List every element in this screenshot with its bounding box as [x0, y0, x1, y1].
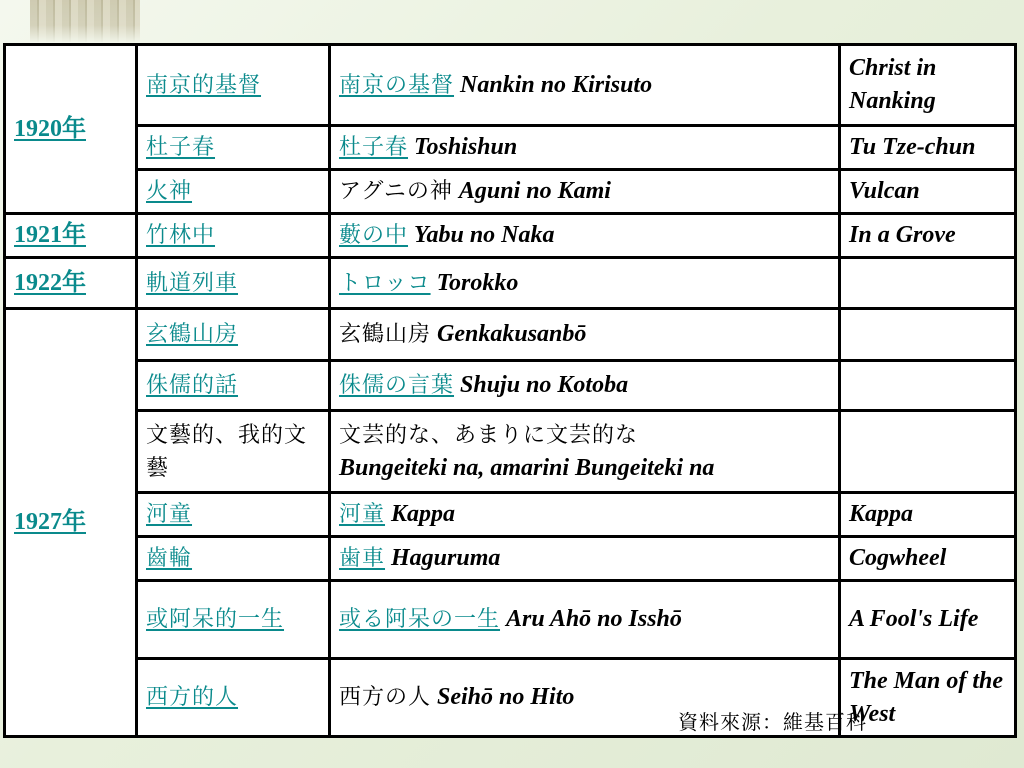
en-title-cell: In a Grove	[840, 214, 1016, 258]
year-link[interactable]: 1927年	[14, 509, 86, 535]
table-row	[5, 126, 1016, 170]
en-title-cell	[840, 309, 1016, 361]
zh-title-link[interactable]: 軌道列車	[146, 270, 239, 296]
ja-title-link[interactable]: 杜子春	[339, 135, 409, 160]
en-title-cell: Vulcan	[840, 170, 1016, 214]
table-row	[5, 493, 1016, 537]
ja-romaji: Torokko	[436, 269, 519, 296]
ja-title-cell	[330, 411, 840, 493]
year-link[interactable]: 1922年	[14, 269, 86, 296]
zh-title-link[interactable]: 侏儒的話	[146, 373, 239, 398]
ja-romaji: Haguruma	[391, 545, 501, 571]
ja-title-link[interactable]: 藪の中	[339, 223, 409, 248]
zh-title-cell	[137, 170, 330, 214]
zh-title-cell	[137, 126, 330, 170]
ja-title-cell	[330, 581, 840, 659]
ja-title-link[interactable]: 歯車	[339, 546, 386, 571]
table-row	[5, 361, 1016, 411]
ja-title-link[interactable]: 侏儒の言葉	[339, 373, 455, 398]
zh-title-link[interactable]: 火神	[146, 179, 193, 204]
ja-romaji: Toshishun	[414, 134, 518, 160]
ja-romaji: Nankin no Kirisuto	[460, 71, 653, 98]
ja-title-link[interactable]: 或る阿呆の一生	[339, 607, 501, 632]
ja-romaji: Aru Ahō no Isshō	[506, 606, 682, 632]
en-title-cell	[840, 258, 1016, 309]
ja-title-cell	[330, 45, 840, 126]
year-cell	[5, 45, 137, 214]
zh-title-cell	[137, 45, 330, 126]
ja-romaji: Genkakusanbō	[437, 321, 587, 347]
ja-title-cell	[330, 493, 840, 537]
zh-title-link[interactable]: 南京的基督	[146, 72, 262, 98]
ja-title-cell	[330, 214, 840, 258]
zh-title-link[interactable]: 杜子春	[146, 135, 216, 160]
decorative-calligraphy-image	[30, 0, 140, 42]
en-title-cell: Cogwheel	[840, 537, 1016, 581]
zh-title-link[interactable]: 西方的人	[146, 685, 239, 710]
zh-title-cell	[137, 537, 330, 581]
table-row	[5, 411, 1016, 493]
table-row	[5, 170, 1016, 214]
en-title-cell: The Man of the West	[840, 659, 1016, 737]
works-table	[3, 43, 1017, 738]
zh-title-cell	[137, 659, 330, 737]
en-title-cell	[840, 361, 1016, 411]
ja-romaji: Aguni no Kami	[458, 178, 611, 204]
zh-title-cell	[137, 581, 330, 659]
en-title-cell: Christ in Nanking	[840, 45, 1016, 126]
zh-title-cell	[137, 493, 330, 537]
ja-title-link[interactable]: 河童	[339, 502, 386, 527]
zh-title-cell	[137, 309, 330, 361]
ja-title-cell	[330, 537, 840, 581]
en-title-cell	[840, 411, 1016, 493]
ja-title-link[interactable]: 南京の基督	[339, 72, 455, 98]
zh-title-link[interactable]: 玄鶴山房	[146, 322, 239, 347]
zh-title-link[interactable]: 齒輪	[146, 546, 193, 571]
table-row	[5, 537, 1016, 581]
ja-romaji: Seihō no Hito	[437, 684, 575, 710]
table-row	[5, 45, 1016, 126]
ja-romaji: Shuju no Kotoba	[460, 372, 629, 398]
ja-romaji: Bungeiteki na, amarini Bungeiteki na	[339, 454, 715, 481]
year-link[interactable]: 1920年	[14, 115, 86, 142]
en-title-cell: Kappa	[840, 493, 1016, 537]
en-title-cell: A Fool's Life	[840, 581, 1016, 659]
year-cell	[5, 214, 137, 258]
ja-romaji: Kappa	[391, 501, 456, 527]
table-row	[5, 309, 1016, 361]
ja-title-text: 玄鶴山房	[339, 322, 432, 347]
year-link[interactable]: 1921年	[14, 222, 86, 248]
zh-title-link[interactable]: 或阿呆的一生	[146, 607, 285, 632]
ja-title-text: 文芸的な、あまりに文芸的な	[339, 422, 639, 448]
source-note: 資料來源：維基百科	[678, 710, 867, 734]
ja-romaji: Yabu no Naka	[414, 222, 555, 248]
zh-title-link[interactable]: 河童	[146, 502, 193, 527]
en-title-cell: Tu Tze-chun	[840, 126, 1016, 170]
zh-title-cell	[137, 258, 330, 309]
table-row	[5, 214, 1016, 258]
ja-title-link[interactable]: トロッコ	[339, 270, 431, 296]
zh-title-cell	[137, 361, 330, 411]
ja-title-text: アグニの神	[339, 179, 453, 204]
table-row	[5, 258, 1016, 309]
zh-title-cell	[137, 214, 330, 258]
zh-title-cell	[137, 411, 330, 493]
zh-title-text: 文藝的、我的文藝	[146, 422, 308, 481]
zh-title-link[interactable]: 竹林中	[146, 223, 216, 248]
ja-title-text: 西方の人	[339, 685, 432, 710]
ja-title-cell	[330, 258, 840, 309]
year-cell	[5, 309, 137, 737]
ja-title-cell	[330, 361, 840, 411]
ja-title-cell	[330, 309, 840, 361]
year-cell	[5, 258, 137, 309]
table-row	[5, 581, 1016, 659]
ja-title-cell	[330, 170, 840, 214]
ja-title-cell	[330, 126, 840, 170]
